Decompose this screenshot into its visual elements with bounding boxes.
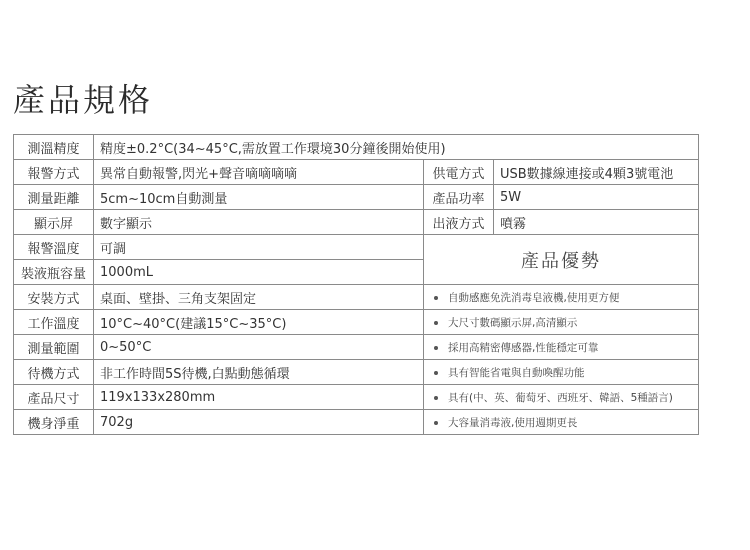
advantage-item <box>424 360 699 385</box>
bullet-icon <box>434 321 438 325</box>
bullet-icon <box>434 371 438 375</box>
spec-label-alarm-mode: 報警方式 <box>14 160 94 185</box>
spec-value-power: 5W <box>494 185 699 210</box>
table-row <box>14 210 699 235</box>
spec-table <box>13 134 699 435</box>
bullet-icon <box>434 396 438 400</box>
table-row <box>14 335 699 360</box>
bullet-icon <box>434 296 438 300</box>
spec-label-display: 顯示屏 <box>14 210 94 235</box>
spec-value-standby: 非工作時間5S待機,白點動態循環 <box>94 360 424 385</box>
spec-label-power-supply: 供電方式 <box>424 160 494 185</box>
bullet-icon <box>434 346 438 350</box>
spec-label-weight: 機身淨重 <box>14 410 94 435</box>
spec-value-size: 119x133x280mm <box>94 385 424 410</box>
table-row <box>14 385 699 410</box>
advantage-item <box>424 335 699 360</box>
spec-value-capacity: 1000mL <box>94 260 424 285</box>
spec-value-weight: 702g <box>94 410 424 435</box>
advantage-item <box>424 310 699 335</box>
spec-label-distance: 測量距離 <box>14 185 94 210</box>
advantage-item <box>424 410 699 435</box>
bullet-icon <box>434 421 438 425</box>
page-title: 產品規格 <box>13 81 154 119</box>
spec-label-power: 產品功率 <box>424 185 494 210</box>
table-row <box>14 185 699 210</box>
spec-label-range: 測量範圍 <box>14 335 94 360</box>
spec-label-install: 安裝方式 <box>14 285 94 310</box>
table-row <box>14 160 699 185</box>
spec-value-distance: 5cm~10cm自動測量 <box>94 185 424 210</box>
table-row <box>14 135 699 160</box>
spec-label-size: 產品尺寸 <box>14 385 94 410</box>
advantage-text: 大尺寸數碼顯示屏,高清顯示 <box>448 316 578 329</box>
table-row <box>14 360 699 385</box>
spec-value-power-supply: USB數據線連接或4顆3號電池 <box>494 160 699 185</box>
table-row <box>14 285 699 310</box>
spec-value-range: 0~50°C <box>94 335 424 360</box>
spec-value-install: 桌面、壁掛、三角支架固定 <box>94 285 424 310</box>
advantage-text: 採用高精密傳感器,性能穩定可靠 <box>448 341 599 354</box>
advantage-item <box>424 285 699 310</box>
advantage-text: 自動感應免洗消毒皂液機,使用更方便 <box>448 291 620 304</box>
table-row <box>14 235 699 260</box>
advantages-heading: 產品優勢 <box>424 235 699 285</box>
spec-value-accuracy: 精度±0.2°C(34~45°C,需放置工作環境30分鐘後開始使用) <box>94 135 699 160</box>
advantage-text: 具有(中、英、葡萄牙、西班牙、韓語、5種語言) <box>448 391 673 404</box>
spec-label-output: 出液方式 <box>424 210 494 235</box>
spec-label-capacity: 裝液瓶容量 <box>14 260 94 285</box>
spec-label-standby: 待機方式 <box>14 360 94 385</box>
spec-value-display: 數字顯示 <box>94 210 424 235</box>
spec-value-output: 噴霧 <box>494 210 699 235</box>
spec-value-work-temp: 10°C~40°C(建議15°C~35°C) <box>94 310 424 335</box>
table-row <box>14 410 699 435</box>
advantage-item <box>424 385 699 410</box>
spec-value-alarm-temp: 可調 <box>94 235 424 260</box>
advantage-text: 具有智能省電與自動喚醒功能 <box>448 366 585 379</box>
spec-value-alarm-mode: 異常自動報警,閃光+聲音嘀嘀嘀嘀 <box>94 160 424 185</box>
table-row <box>14 310 699 335</box>
spec-label-accuracy: 測溫精度 <box>14 135 94 160</box>
spec-label-alarm-temp: 報警溫度 <box>14 235 94 260</box>
advantage-text: 大容量消毒液,使用週期更長 <box>448 416 578 429</box>
spec-label-work-temp: 工作溫度 <box>14 310 94 335</box>
